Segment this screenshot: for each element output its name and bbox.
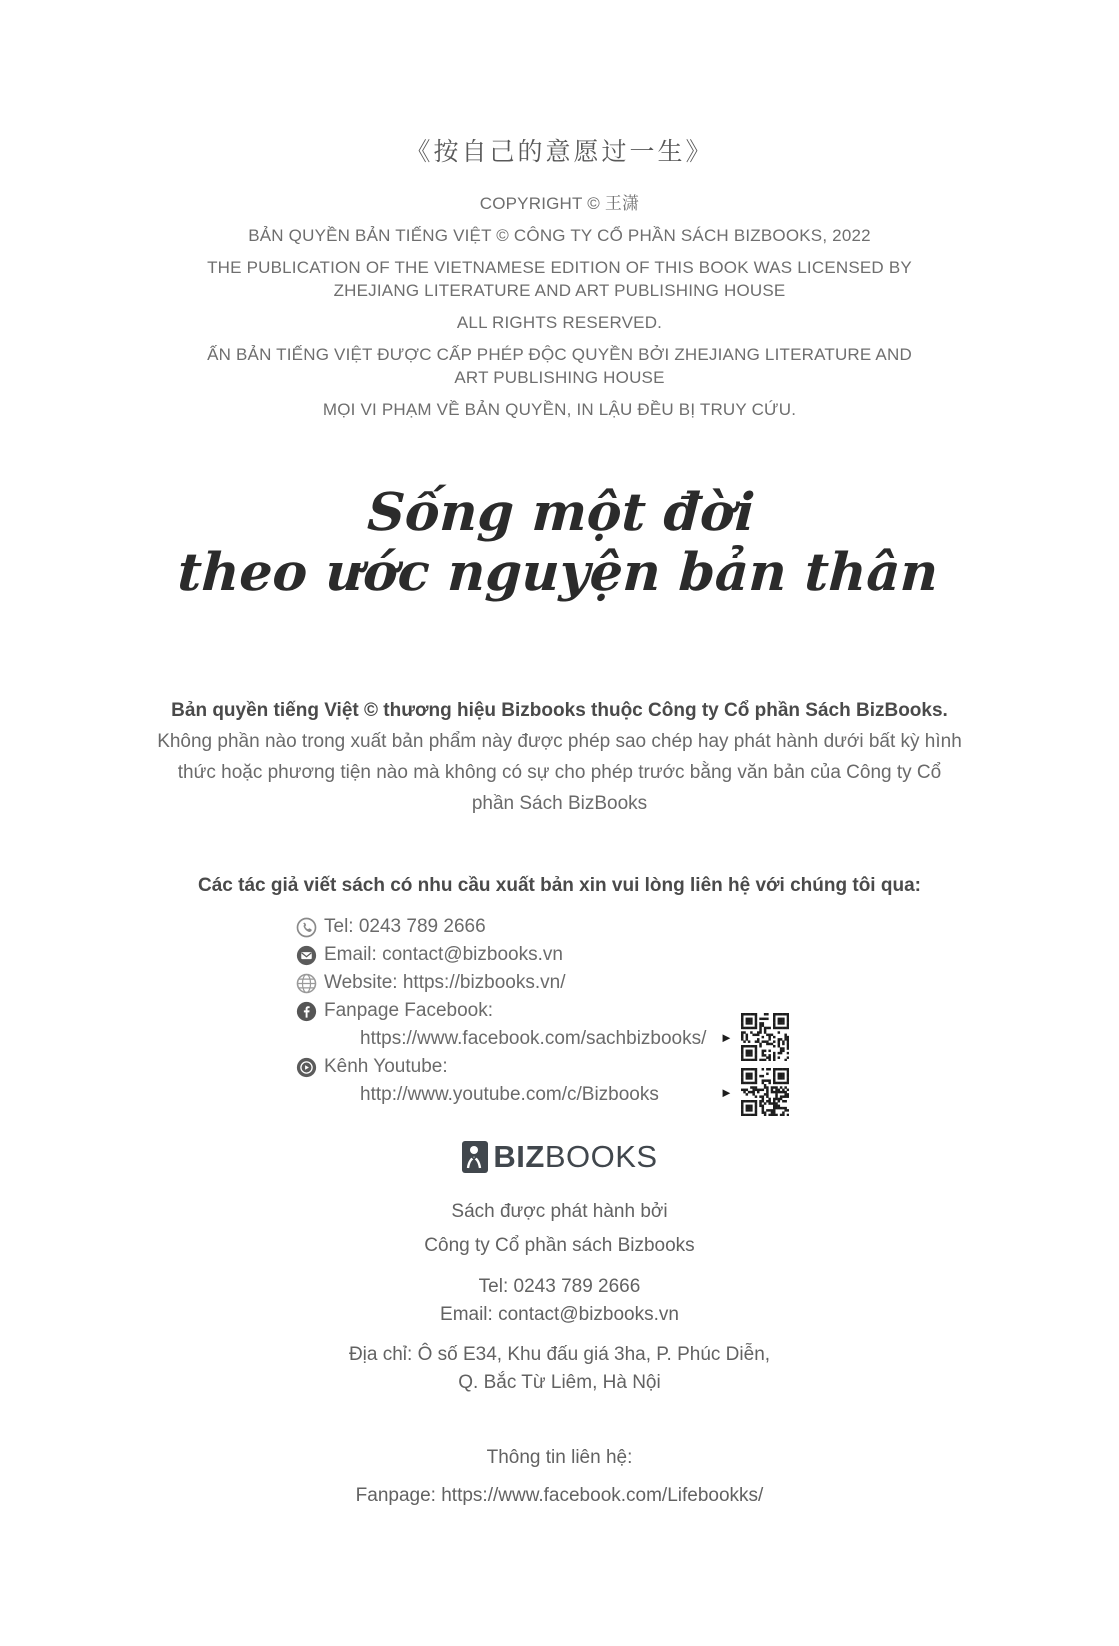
copyright-line: BẢN QUYỀN BẢN TIẾNG VIỆT © CÔNG TY CỔ PHẦN SÁCH BIZBOOKS, 2022	[248, 226, 871, 245]
contact-tel-text: Tel: 0243 789 2666	[324, 916, 486, 937]
bizbooks-logo-text	[493, 1139, 657, 1175]
contact-list	[296, 913, 856, 1109]
arrow-right-icon: ►	[720, 1029, 733, 1045]
email-icon	[296, 945, 317, 966]
book-title-line2: theo ước nguyện bản thân	[176, 542, 940, 603]
youtube-icon	[296, 1057, 317, 1078]
copyright-line: COPYRIGHT © 王潇	[479, 194, 640, 213]
bizbooks-logo	[0, 1139, 1119, 1175]
copyright-line: MỌI VI PHẠM VỀ BẢN QUYỀN, IN LẬU ĐỀU BỊ TRUY CỨU.	[322, 400, 797, 419]
rights-paragraph	[157, 695, 963, 819]
arrow-right-icon: ►	[720, 1084, 733, 1100]
authors-contact-heading: Các tác giả viết sách có nhu cầu xuất bản xin vui lòng liên hệ với chúng tôi qua:	[198, 875, 921, 896]
publisher-company: Công ty Cổ phần sách Bizbooks	[424, 1235, 695, 1256]
facebook-icon	[296, 1001, 317, 1022]
publisher-address-line1: Địa chỉ: Ô số E34, Khu đấu giá 3ha, P. Phúc Diễn,	[348, 1344, 771, 1365]
contact-row-email	[296, 941, 856, 969]
contact-youtube-url: http://www.youtube.com/c/Bizbooks	[360, 1084, 659, 1105]
lifebooks-fanpage-url: Fanpage: https://www.facebook.com/Lifebookks/	[355, 1485, 764, 1506]
rights-body-text: Không phần nào trong xuất bản phẩm này được phép sao chép hay phát hành dưới bất kỳ hình thức hoặc phương tiện nào mà không có sự cho phép trước bằng văn bản của Công ty Cổ phần Sách BizBooks	[157, 731, 962, 814]
contact-row-tel	[296, 913, 856, 941]
contact-email-text: Email: contact@bizbooks.vn	[324, 944, 563, 965]
contact-facebook-url: https://www.facebook.com/sachbizbooks/	[360, 1028, 707, 1049]
globe-icon	[296, 973, 317, 994]
publisher-tel: Tel: 0243 789 2666	[478, 1276, 641, 1297]
rights-bold-line: Bản quyền tiếng Việt © thương hiệu Bizbooks thuộc Công ty Cổ phần Sách BizBooks.	[171, 700, 948, 721]
copyright-line: THE PUBLICATION OF THE VIETNAMESE EDITION OF THIS BOOK WAS LICENSED BY ZHEJIANG LITERATURE AND ART PUBLISHING HOUSE	[207, 258, 912, 300]
book-title-vietnamese	[0, 483, 1119, 603]
contact-facebook-label: Fanpage Facebook:	[324, 1000, 494, 1021]
youtube-qr-code	[741, 1068, 789, 1116]
contact-row-website	[296, 969, 856, 997]
bizbooks-logo-icon	[461, 1140, 489, 1174]
facebook-qr-code	[741, 1013, 789, 1061]
logo-books-text: BOOKS	[544, 1139, 658, 1174]
contact-youtube-label: Kênh Youtube:	[324, 1056, 448, 1077]
copyright-block	[0, 192, 1119, 421]
logo-biz-text: BIZ	[493, 1139, 545, 1174]
publisher-address-line2: Q. Bắc Từ Liêm, Hà Nội	[458, 1372, 661, 1393]
copyright-line: ALL RIGHTS RESERVED.	[456, 313, 663, 332]
original-chinese-title: 《按自己的意愿过一生》	[405, 137, 714, 166]
publisher-email: Email: contact@bizbooks.vn	[440, 1304, 679, 1325]
publisher-block	[0, 1201, 1119, 1507]
youtube-qr-block	[720, 1068, 789, 1116]
phone-icon	[296, 917, 317, 938]
contact-website-text: Website: https://bizbooks.vn/	[324, 972, 566, 993]
copyright-line: ẤN BẢN TIẾNG VIỆT ĐƯỢC CẤP PHÉP ĐỘC QUYỀN BỞI ZHEJIANG LITERATURE AND ART PUBLISHING HOUSE	[207, 345, 912, 387]
contact-info-heading: Thông tin liên hệ:	[486, 1447, 633, 1468]
facebook-qr-block	[720, 1013, 789, 1061]
book-title-line1: Sống một đời	[365, 482, 757, 543]
distributed-by-line: Sách được phát hành bởi	[451, 1201, 668, 1222]
